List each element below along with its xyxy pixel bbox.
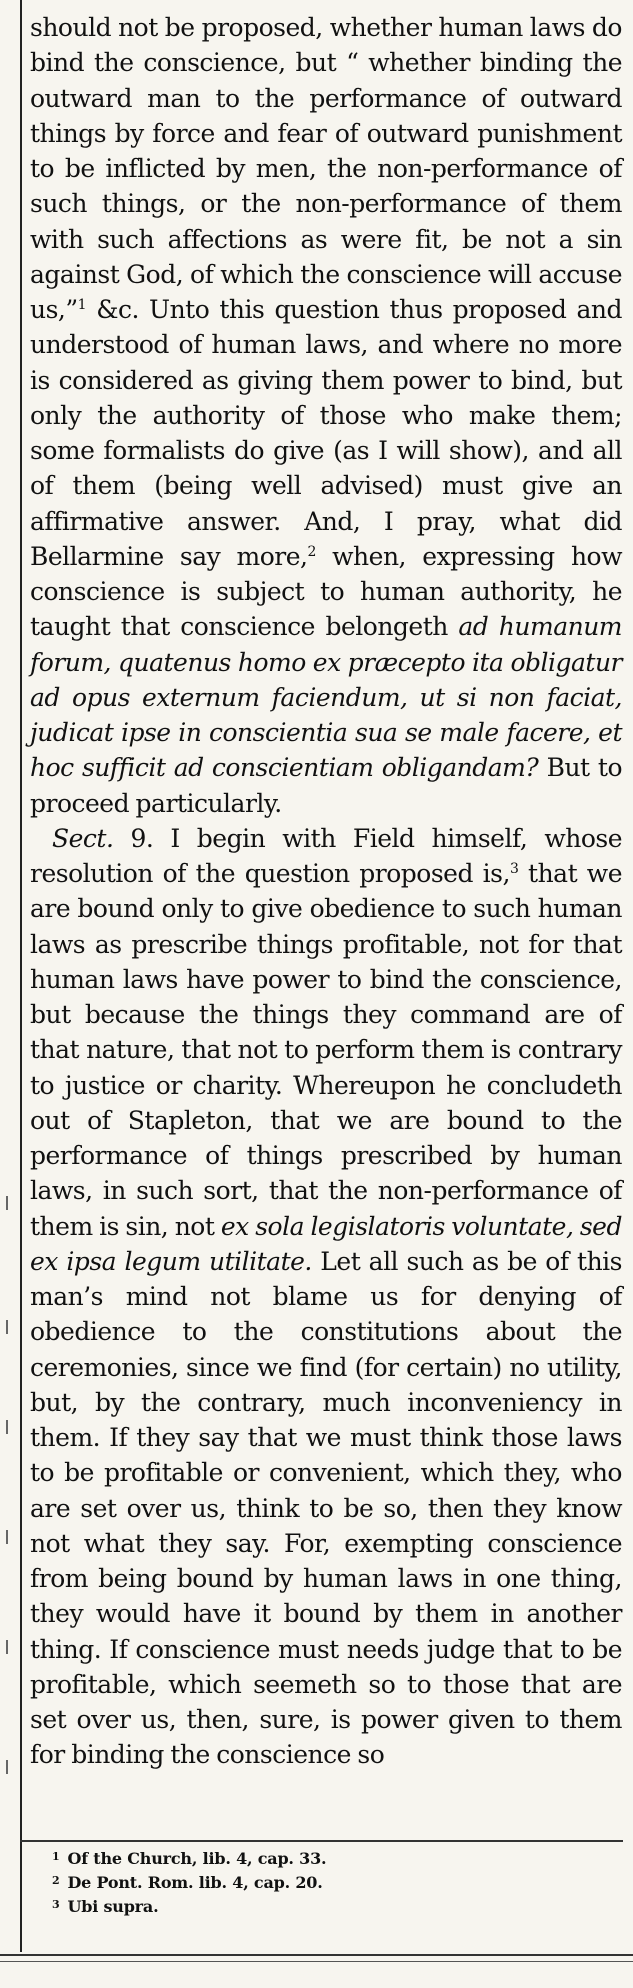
margin-mark [6,1530,8,1544]
footnote-number: 1 [52,1850,60,1863]
text-run: when, expressing how conscience is subject to human authority, he taught that conscience belongeth [30,541,623,642]
paragraph-1 [30,10,622,821]
footnote-ref: 1 [77,297,87,313]
latin-quote: ex sola legislatoris voluntate, sed ex ipsa legum utilitate. [30,1211,622,1276]
section-label: Sect. [52,823,114,853]
text-run: &c. Unto this question thus proposed and understood of human laws, and where no more is considered as giving them power to bind, but only the authority of those who make them; some formalists do give (as I will show), and all of them (being well advised) must give an affirmative answer. And, I pray, what did Bellarmine say more, [30,295,622,571]
footnotes [52,1846,612,1918]
footnote-text: De Pont. Rom. lib. 4, cap. 20. [67,1873,323,1892]
text-run: Let all such as be of this man’s mind not blame us for denying of obedience to the constitutions about the ceremonies, since we find (for certain) no utility, but, by the contrary, much inconveniency in them. If they say that we must think those laws to be profitable or convenient, which they, who are set over us, think to be so, then they know not what they say. For, exempting conscience from being bound by human laws in one thing, they would have it bound by them in another thing. If conscience must needs judge that to be profitable, which seemeth so to those that are set over us, then, sure, is power given to them for binding the conscience so [30,1246,622,1770]
text-run: 9. I begin with Field himself, whose resolution of the question proposed is, [30,823,622,888]
footnote-text: Ubi supra. [67,1897,159,1916]
paragraph-2 [30,821,622,1773]
footnote-rule [20,1840,623,1842]
margin-mark [6,1196,8,1210]
bottom-rule [0,1954,633,1956]
margin-mark [6,1640,8,1654]
column-rule [20,0,22,1952]
latin-quote: ad humanum forum, quatenus homo ex præcepto ita obligatur ad opus externum faciendum, ut si non faciat, judicat ipse in conscientia sua se male facere, et hoc sufficit ad conscientiam obligandam? [30,612,623,783]
footnote-number: 2 [52,1874,60,1887]
footnote-ref: 3 [509,861,519,877]
footnote [52,1846,612,1870]
text-run: that we are bound only to give obedience to such human laws as prescribe things profitable, not for that human laws have power to bind the conscience, but because the things they command are of that nature, that not to perform them is contrary to justice or charity. Whereupon he concludeth out of Stapleton, that we are bound to the performance of things prescribed by human laws, in such sort, that the non-performance of them is sin, not [30,859,623,1241]
footnote-text: Of the Church, lib. 4, cap. 33. [67,1849,327,1868]
text-run: But to proceed particularly. [30,753,622,818]
margin-mark [6,1320,8,1334]
footnote [52,1894,612,1918]
footnote [52,1870,612,1894]
body-text [30,10,622,1773]
text-run: should not be proposed, whether human laws do bind the conscience, but “ whether binding the outward man to the performance of outward things by force and fear of outward punishment to be inflicted by men, the non-performance of such things, or the non-performance of them with such affections as were fit, be not a sin against God, of which the conscience will accuse us,” [30,13,622,324]
margin-mark [6,1420,8,1434]
footnote-ref: 2 [307,543,316,560]
footnote-number: 3 [52,1898,60,1911]
bottom-rule-thin [0,1961,633,1962]
margin-mark [6,1760,8,1774]
